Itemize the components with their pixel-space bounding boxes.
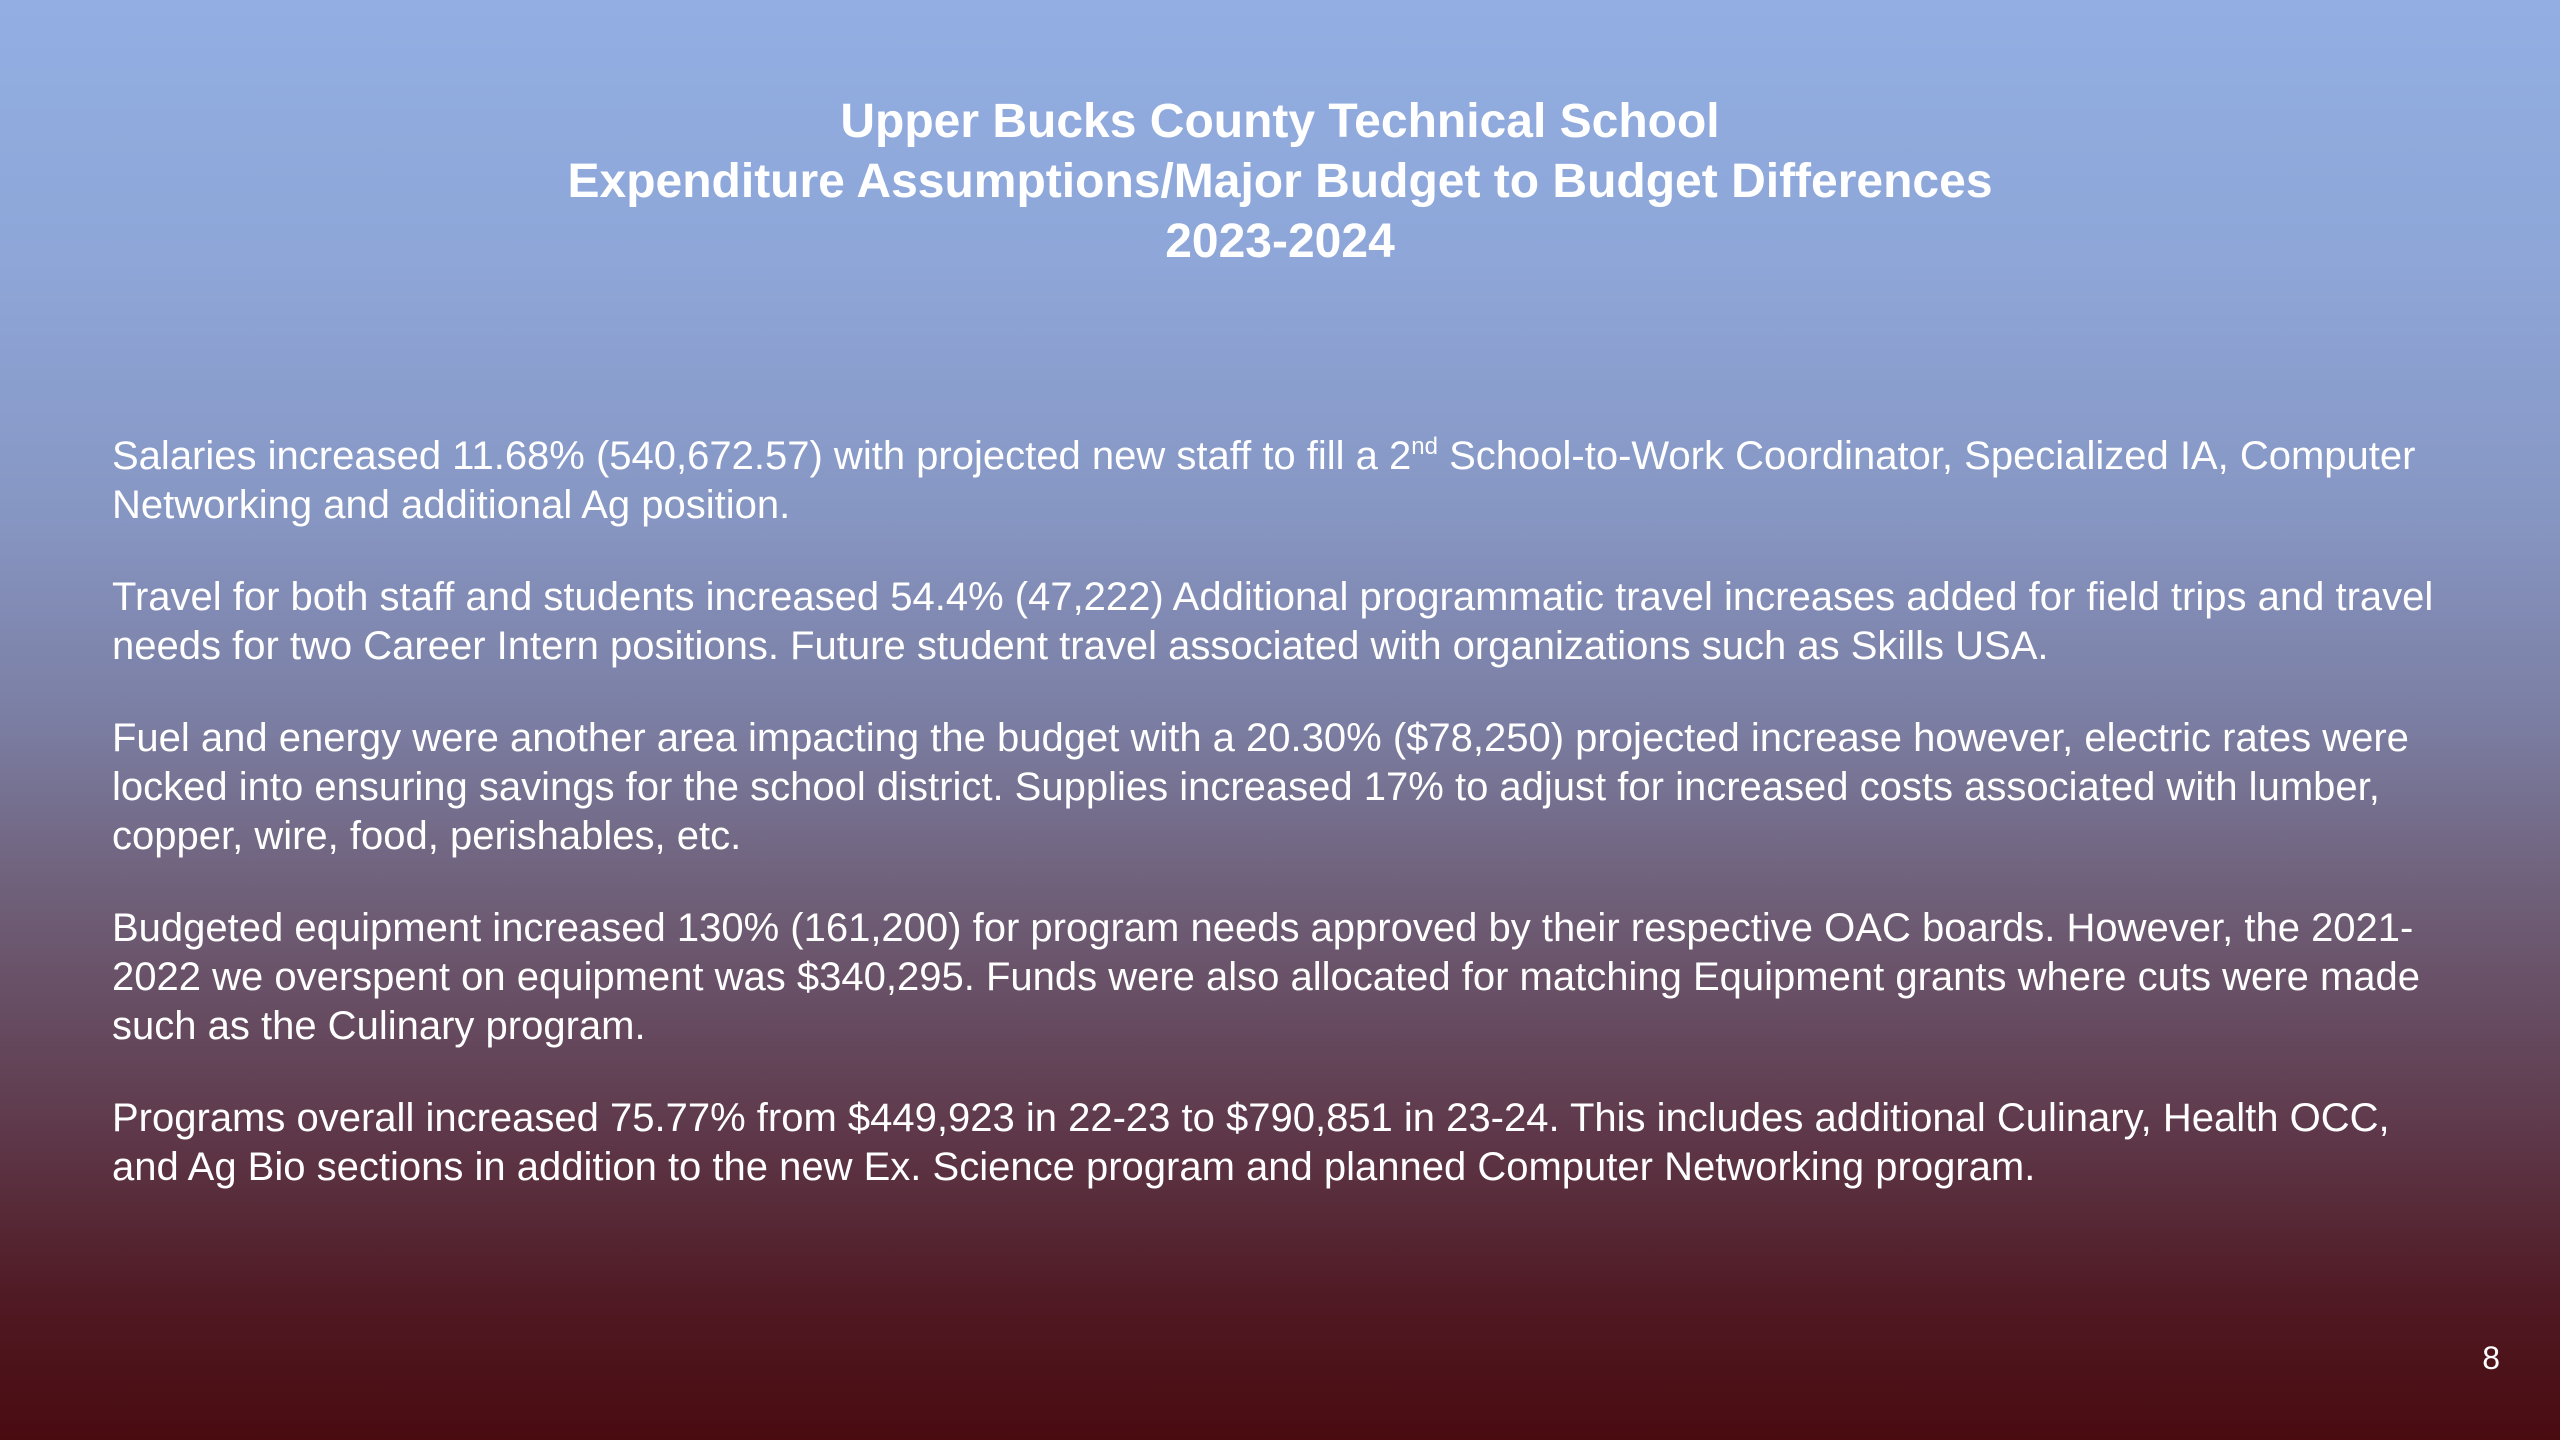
ordinal-superscript: nd <box>1411 433 1438 460</box>
page-number: 8 <box>2482 1340 2500 1376</box>
paragraph-fuel-energy: Fuel and energy were another area impacting the budget with a 20.30% ($78,250) projected increase however, electric rates were locked into ensuring savings for the school district. Supplies increased 17% to adjust for increased costs associated with lumber, copper, wire, food, perishables, etc. <box>112 716 2409 858</box>
title-subject: Expenditure Assumptions/Major Budget to Budget Differences <box>567 155 1993 208</box>
slide-body <box>112 432 2452 1235</box>
paragraph-salaries <box>112 432 2452 530</box>
salaries-text-start: Salaries increased 11.68% (540,672.57) with projected new staff to fill a 2 <box>112 434 1412 478</box>
salaries-text-end: School-to-Work Coordinator, Specialized IA, Computer Networking and additional Ag position. <box>112 434 2416 527</box>
paragraph-programs: Programs overall increased 75.77% from $449,923 in 22-23 to $790,851 in 23-24. This includes additional Culinary, Health OCC, and Ag Bio sections in addition to the new Ex. Science program and planned Computer Networking program. <box>112 1096 2390 1189</box>
paragraph-travel: Travel for both staff and students increased 54.4% (47,222) Additional programmatic travel increases added for field trips and travel needs for two Career Intern positions. Future student travel associated with organizations such as Skills USA. <box>112 575 2434 668</box>
slide-title <box>0 92 2560 272</box>
title-school-name: Upper Bucks County Technical School <box>840 95 1720 148</box>
paragraph-equipment: Budgeted equipment increased 130% (161,200) for program needs approved by their respective OAC boards. However, the 2021-2022 we overspent on equipment was $340,295. Funds were also allocated for matching Equipment grants where cuts were made such as the Culinary program. <box>112 906 2421 1048</box>
title-year: 2023-2024 <box>1165 215 1395 268</box>
